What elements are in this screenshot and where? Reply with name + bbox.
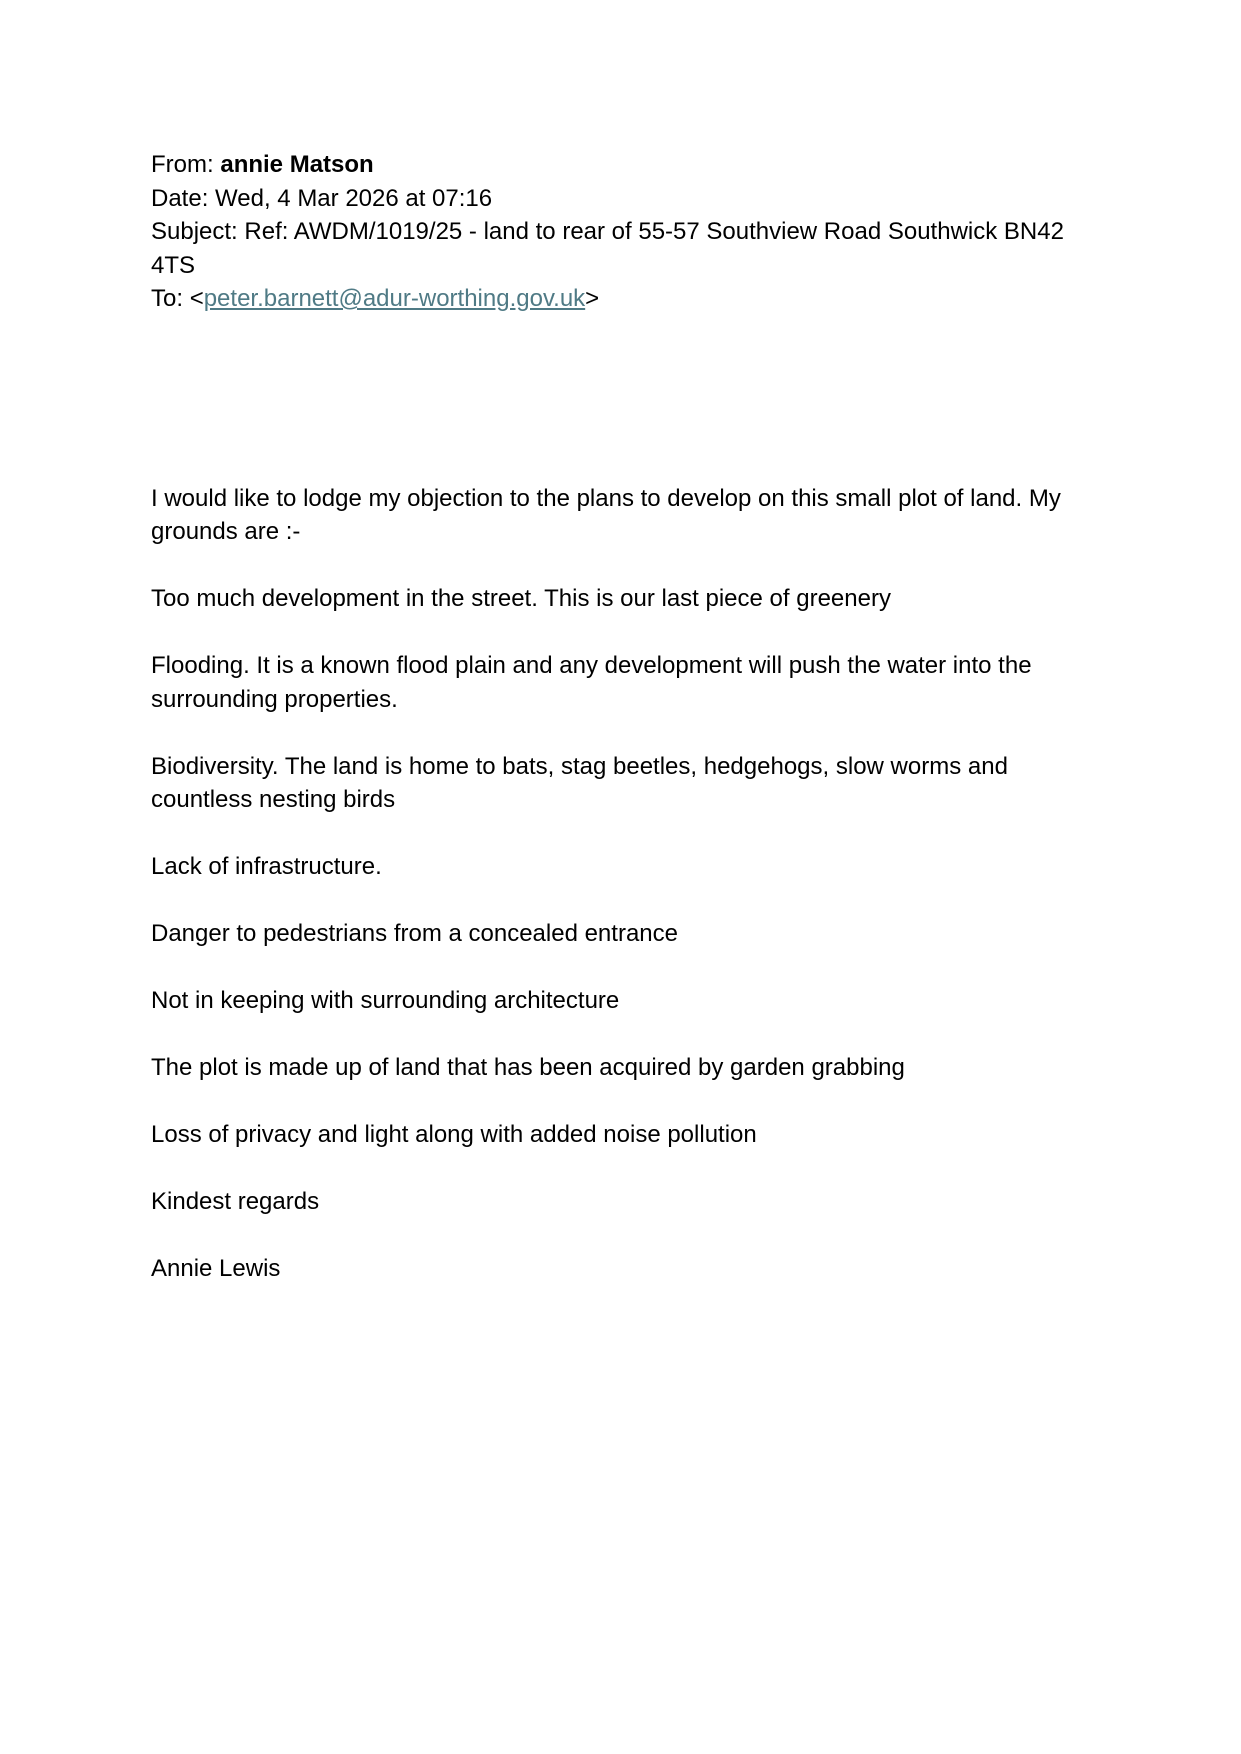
date-label: Date: — [151, 184, 209, 212]
paragraph-development: Too much development in the street. This is our last piece of greenery — [151, 585, 891, 612]
signature-name: Annie Lewis — [151, 1255, 281, 1282]
to-label: To: — [151, 285, 184, 312]
paragraph-infrastructure: Lack of infrastructure. — [151, 853, 382, 880]
paragraph-privacy: Loss of privacy and light along with added noise pollution — [151, 1121, 757, 1148]
to-close-bracket: > — [585, 285, 600, 312]
to-open-bracket: < — [189, 285, 204, 312]
from-name: annie Matson — [220, 151, 374, 178]
sign-off: Kindest regards — [151, 1188, 320, 1215]
to-line — [151, 282, 1091, 316]
date-line — [151, 182, 1091, 216]
to-email-link[interactable]: peter.barnett@adur-worthing.gov.uk — [203, 285, 586, 312]
paragraph-objection: I would like to lodge my objection to the plans to develop on this small plot of land. My grounds are :- — [151, 484, 1061, 545]
subject-value: Ref: AWDM/1019/25 - land to rear of 55-57 Southview Road Southwick BN42 4TS — [151, 218, 1064, 279]
paragraph-architecture: Not in keeping with surrounding architecture — [151, 987, 620, 1014]
paragraph-pedestrians: Danger to pedestrians from a concealed entrance — [151, 920, 678, 947]
date-value: Wed, 4 Mar 2026 at 07:16 — [215, 184, 493, 212]
email-document — [151, 148, 1091, 1319]
email-header — [151, 148, 1091, 316]
from-line — [151, 148, 1091, 182]
paragraph-garden-grabbing: The plot is made up of land that has been acquired by garden grabbing — [151, 1054, 905, 1081]
paragraph-flooding: Flooding. It is a known flood plain and any development will push the water into the surrounding properties. — [151, 652, 1032, 713]
paragraph-biodiversity: Biodiversity. The land is home to bats, stag beetles, hedgehogs, slow worms and countless nesting birds — [151, 752, 1008, 813]
subject-label: Subject: — [151, 218, 238, 245]
email-body — [151, 482, 1091, 1286]
from-label: From: — [151, 151, 214, 178]
subject-line — [151, 215, 1091, 282]
